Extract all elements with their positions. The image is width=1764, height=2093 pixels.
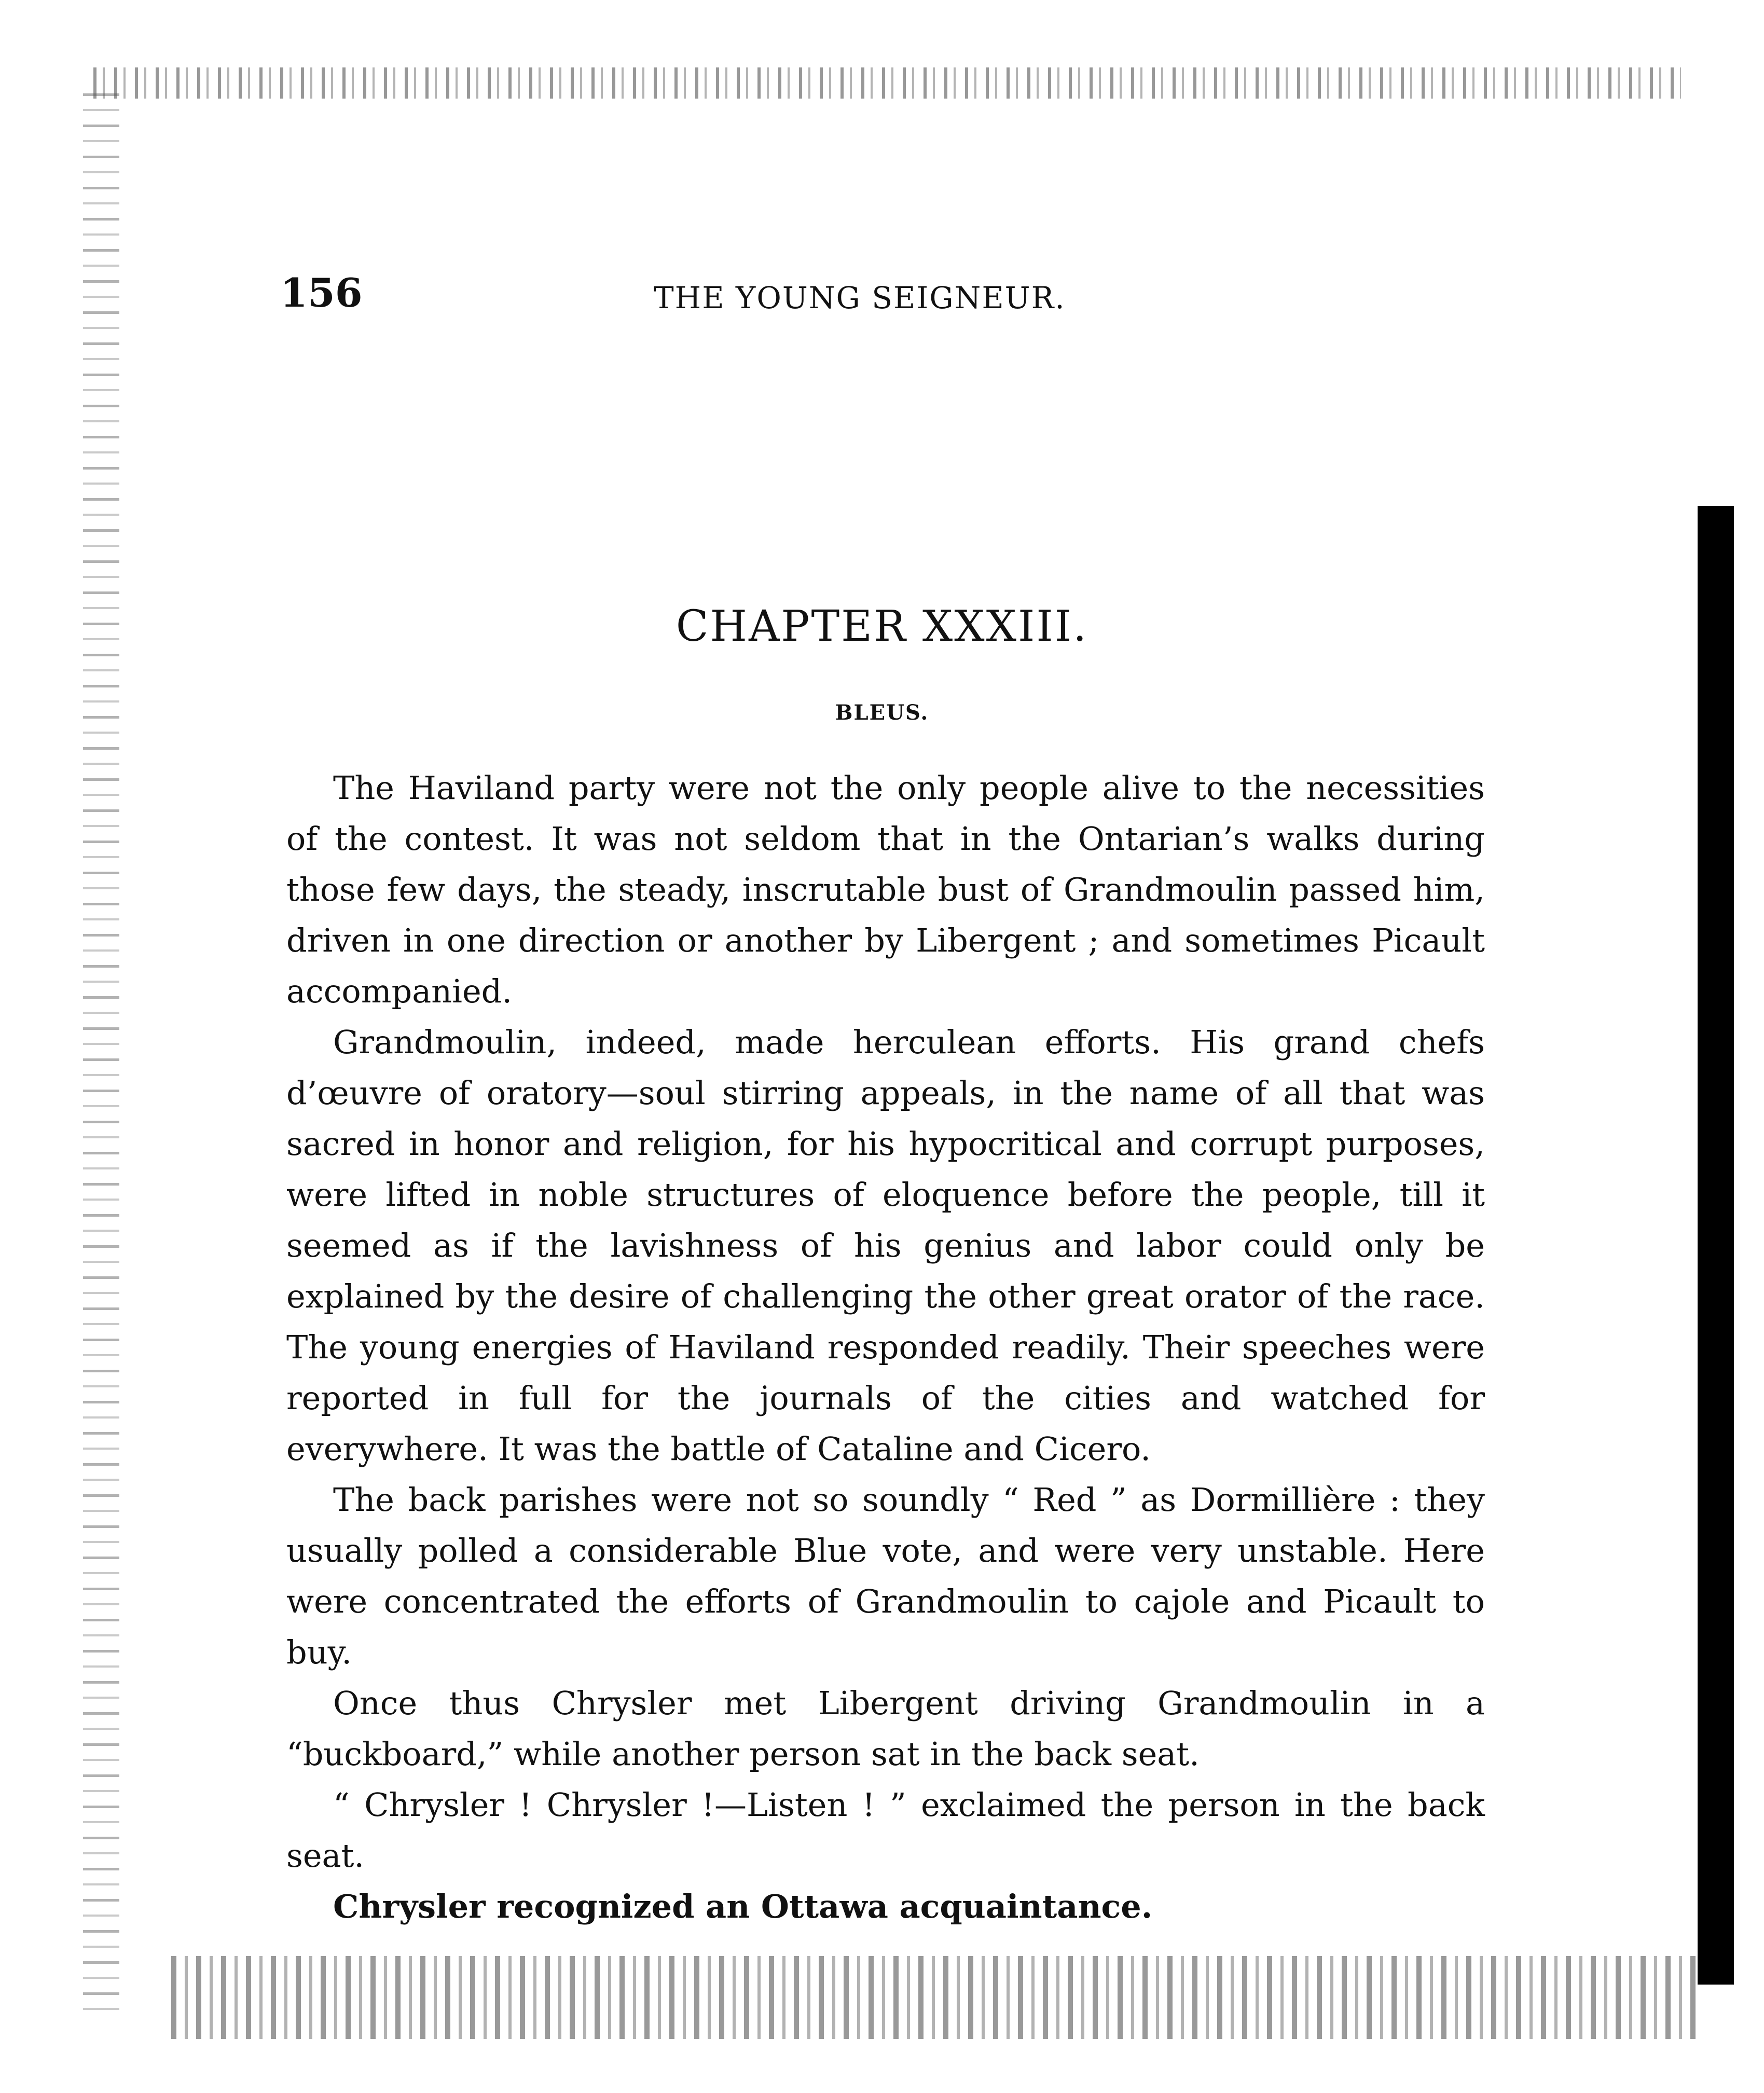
running-head xyxy=(280,270,1162,327)
page-number: 156 xyxy=(280,270,363,316)
paragraph-4: Once thus Chrysler met Libergent driving Grandmoulin in a “buckboard,” while another person sat in the back seat. xyxy=(286,1684,1485,1773)
chapter-subtitle: BLEUS. xyxy=(835,700,929,725)
paragraph-1: The Haviland party were not the only people alive to the necessities of the contest. It was not seldom that in the Ontarian’s walks during those few days, the steady, inscrutable bust of Grandmoulin passed him, driven in one direction or another by Libergent ; and sometimes Picault accompanied. xyxy=(286,769,1485,1010)
paragraph-2: Grandmoulin, indeed, made herculean efforts. His grand chefs d’œuvre of oratory—soul stirring appeals, in the name of all that was sacred in honor and religion, for his hypocritical and corrupt purposes, were lifted in noble structures of eloquence before the people, till it seemed as if the lavishness of his genius and labor could only be explained by the desire of challenging the other great orator of the race. The young energies of Haviland responded readily. Their speeches were reported in full for the journals of the cities and watched for everywhere. It was the battle of Cataline and Cicero. xyxy=(286,1023,1485,1468)
scan-noise-top-edge xyxy=(93,67,1681,99)
scan-noise-bottom-edge xyxy=(171,1956,1702,2039)
scan-noise-left-edge xyxy=(83,93,119,2013)
paragraph-6: Chrysler recognized an Ottawa acquaintance. xyxy=(333,1888,1153,1925)
body-text xyxy=(286,763,1485,1932)
running-title: THE YOUNG SEIGNEUR. xyxy=(654,280,1066,315)
paragraph-5: “ Chrysler ! Chrysler !—Listen ! ” exclaimed the person in the back seat. xyxy=(286,1786,1485,1875)
binding-shadow xyxy=(1698,506,1734,1985)
chapter-heading: CHAPTER XXXIII. xyxy=(676,602,1088,651)
paragraph-3: The back parishes were not so soundly “ Red ” as Dormillière : they usually polled a considerable Blue vote, and were very unstable. Here were concentrated the efforts of Grandmoulin to cajole and Picault to buy. xyxy=(286,1481,1485,1671)
